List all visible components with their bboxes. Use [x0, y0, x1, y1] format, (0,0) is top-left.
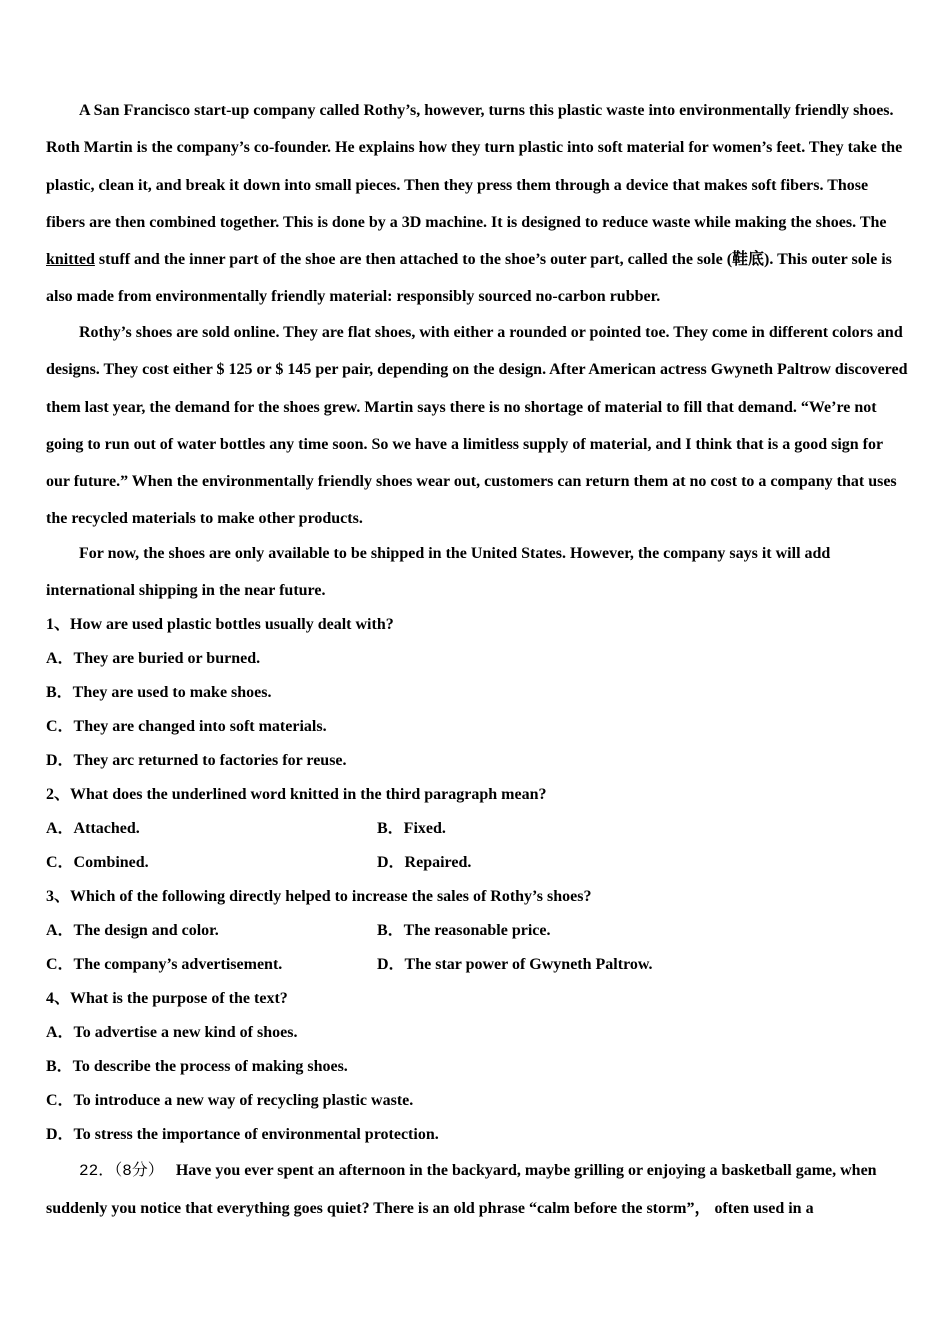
question-3-option-a: A．The design and color. [46, 922, 219, 939]
question-1-option-d: D．They arc returned to factories for reuse. [46, 752, 347, 769]
paragraph-3: For now, the shoes are only available to be shipped in the United States. However, the company says it will add international shipping in the near future. [46, 545, 831, 600]
paragraph-1-text-a: A San Francisco start-up company called Rothy’s, however, turns this plastic waste into environmentally friendly shoes. Roth Martin is the company’s co-founder. He explains how they turn plastic into soft material for women’s feet. They take the plastic, clean it, and break it down into small pieces. Then they press them through a device that makes soft fibers. Those fibers are then combined together. This is done by a 3D machine. It is designed to reduce waste while making the shoes. The [46, 102, 903, 231]
underlined-word-knitted: knitted [46, 251, 95, 269]
question-4-option-b: B．To describe the process of making shoes. [46, 1058, 348, 1075]
question-3-option-b: B．The reasonable price. [377, 922, 551, 939]
paragraph-2: Rothy’s shoes are sold online. They are flat shoes, with either a rounded or pointed toe. They come in different colors and designs. They cost either $ 125 or $ 145 per pair, depending on the design. After American actress Gwyneth Paltrow discovered them last year, the demand for the shoes grew. Martin says there is no shortage of material to fill that demand. “We’re not going to run out of water bottles any time soon. So we have a limitless supply of material, and I think that is a good sign for our future.” When the environmentally friendly shoes wear out, customers can return them at no cost to a company that uses the recycled materials to make other products. [46, 324, 908, 528]
question-4-option-c: C．To introduce a new way of recycling plastic waste. [46, 1092, 414, 1109]
paragraph-1-text-b: stuff and the inner part of the shoe are then attached to the shoe’s outer part, called the sole (鞋底). This outer sole is also made from environmentally friendly material: responsibly sourced no-carbon rubber. [46, 251, 892, 306]
section-22-number: 22．（8分） [79, 1162, 164, 1180]
question-2-stem: 2、What does the underlined word knitted in the third paragraph mean? [46, 786, 547, 803]
question-1-option-a: A．They are buried or burned. [46, 650, 261, 667]
question-1-stem: 1、How are used plastic bottles usually dealt with? [46, 616, 394, 633]
question-4-option-d: D．To stress the importance of environmental protection. [46, 1126, 439, 1143]
question-2-option-c: C．Combined. [46, 854, 149, 871]
question-4-stem: 4、What is the purpose of the text? [46, 990, 288, 1007]
question-1-option-b: B．They are used to make shoes. [46, 684, 272, 701]
section-22-paragraph [46, 1152, 908, 1228]
question-3-stem: 3、Which of the following directly helped to increase the sales of Rothy’s shoes? [46, 888, 592, 905]
question-3-option-c: C．The company’s advertisement. [46, 956, 283, 973]
section-22-text: Have you ever spent an afternoon in the backyard, maybe grilling or enjoying a basketball game, when suddenly you notice that everything goes quiet? There is an old phrase “calm before the storm”， often used in a [46, 1162, 877, 1218]
question-2-option-b: B．Fixed. [377, 820, 446, 837]
paragraph-1 [46, 92, 908, 316]
question-1-option-c: C．They are changed into soft materials. [46, 718, 327, 735]
question-2-option-a: A．Attached. [46, 820, 140, 837]
question-4-option-a: A．To advertise a new kind of shoes. [46, 1024, 298, 1041]
question-3-option-d: D．The star power of Gwyneth Paltrow. [377, 956, 653, 973]
question-2-option-d: D．Repaired. [377, 854, 472, 871]
